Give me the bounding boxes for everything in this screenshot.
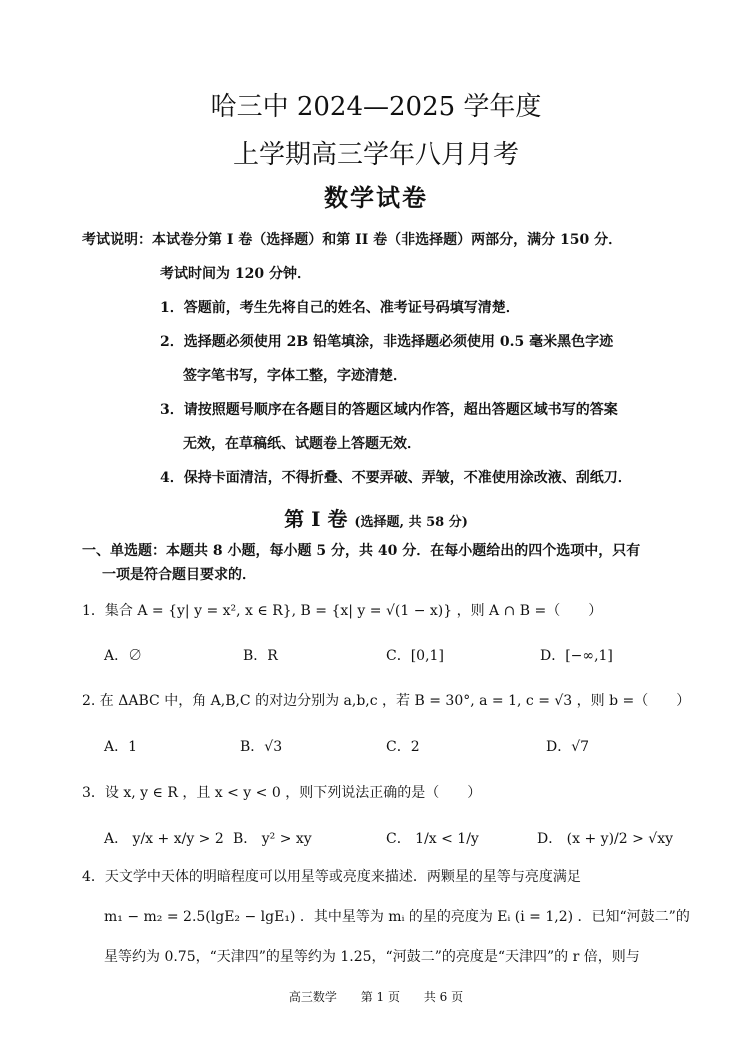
question-2-option-c: C．2 bbox=[386, 739, 420, 755]
section-title: 第 I 卷 bbox=[284, 507, 348, 531]
footer-total: 共 6 页 bbox=[423, 990, 464, 1004]
exam-line: 上学期高三学年八月月考 bbox=[232, 140, 519, 170]
footer-page: 第 1 页 bbox=[360, 990, 400, 1004]
question-3-stem: 3．设 x, y ∈ R ，且 x < y < 0 ，则下列说法正确的是（ ） bbox=[82, 785, 482, 801]
instruction-item: 2．选择题必须使用 2B 铅笔填涂，非选择题必须使用 0.5 毫米黑色字迹 bbox=[160, 334, 614, 350]
question-3-option-c: C． 1/x < 1/y bbox=[386, 831, 479, 847]
question-2-option-d: D．√7 bbox=[546, 739, 590, 755]
instruction-lead: 考试说明：本试卷分第 I 卷（选择题）和第 II 卷（非选择题）两部分，满分 150 分． bbox=[82, 232, 623, 248]
part-heading-continued: 一项是符合题目要求的． bbox=[102, 567, 256, 583]
question-4-line: 星等约为 0.75，“天津四”的星等约为 1.25，“河鼓二”的亮度是“天津四”的 r 倍，则与 bbox=[104, 949, 640, 965]
page-footer bbox=[0, 988, 752, 1005]
footer-subject: 高三数学 bbox=[288, 990, 337, 1004]
instruction-item: 3．请按照题号顺序在各题目的答题区域内作答，超出答题区域书写的答案 bbox=[160, 402, 618, 418]
question-3-option-d: D． (x + y)/2 > √xy bbox=[537, 831, 674, 847]
subject-title: 数学试卷 bbox=[324, 183, 428, 212]
question-3-option-b: B． y² > xy bbox=[233, 831, 312, 847]
question-1-stem: 1．集合 A = {y| y = x², x ∈ R}, B = {x| y = √(1 − x)} ，则 A ∩ B =（ ） bbox=[82, 603, 603, 619]
question-1-option-a: A．∅ bbox=[104, 648, 143, 664]
instruction-item: 1．答题前，考生先将自己的姓名、准考证号码填写清楚． bbox=[160, 300, 520, 316]
question-1-option-b: B．R bbox=[243, 648, 278, 664]
school-line: 哈三中 2024—2025 学年度 bbox=[210, 92, 542, 122]
question-2-option-b: B．√3 bbox=[240, 739, 283, 755]
instruction-item: 4．保持卡面清洁，不得折叠、不要弄破、弄皱，不准使用涂改液、刮纸刀． bbox=[160, 470, 632, 486]
section-heading bbox=[0, 503, 752, 532]
question-3-option-a: A． y/x + x/y > 2 bbox=[104, 831, 224, 847]
question-2-stem: 2. 在 ΔABC 中，角 A,B,C 的对边分别为 a,b,c ，若 B = 30°, a = 1, c = √3 ，则 b =（ ） bbox=[82, 693, 691, 709]
question-4-line: m₁ − m₂ = 2.5(lgE₂ − lgE₁) ．其中星等为 mᵢ 的星的亮度为 Eᵢ (i = 1,2) ．已知“河鼓二”的 bbox=[104, 909, 690, 925]
question-1-option-d: D．[−∞,1] bbox=[540, 648, 613, 664]
instruction-item-continued: 无效，在草稿纸、试题卷上答题无效． bbox=[183, 436, 421, 452]
part-heading: 一、单选题：本题共 8 小题，每小题 5 分，共 40 分．在每小题给出的四个选项中，只有 bbox=[82, 543, 641, 559]
section-subtitle: (选择题, 共 58 分) bbox=[354, 515, 468, 530]
question-4-line: 4．天文学中天体的明暗程度可以用星等或亮度来描述．两颗星的星等与亮度满足 bbox=[82, 869, 581, 885]
instruction-time: 考试时间为 120 分钟． bbox=[160, 266, 311, 282]
question-2-option-a: A．1 bbox=[104, 739, 138, 755]
question-1-option-c: C．[0,1] bbox=[386, 648, 444, 664]
instruction-item-continued: 签字笔书写，字体工整，字迹清楚． bbox=[183, 368, 407, 384]
